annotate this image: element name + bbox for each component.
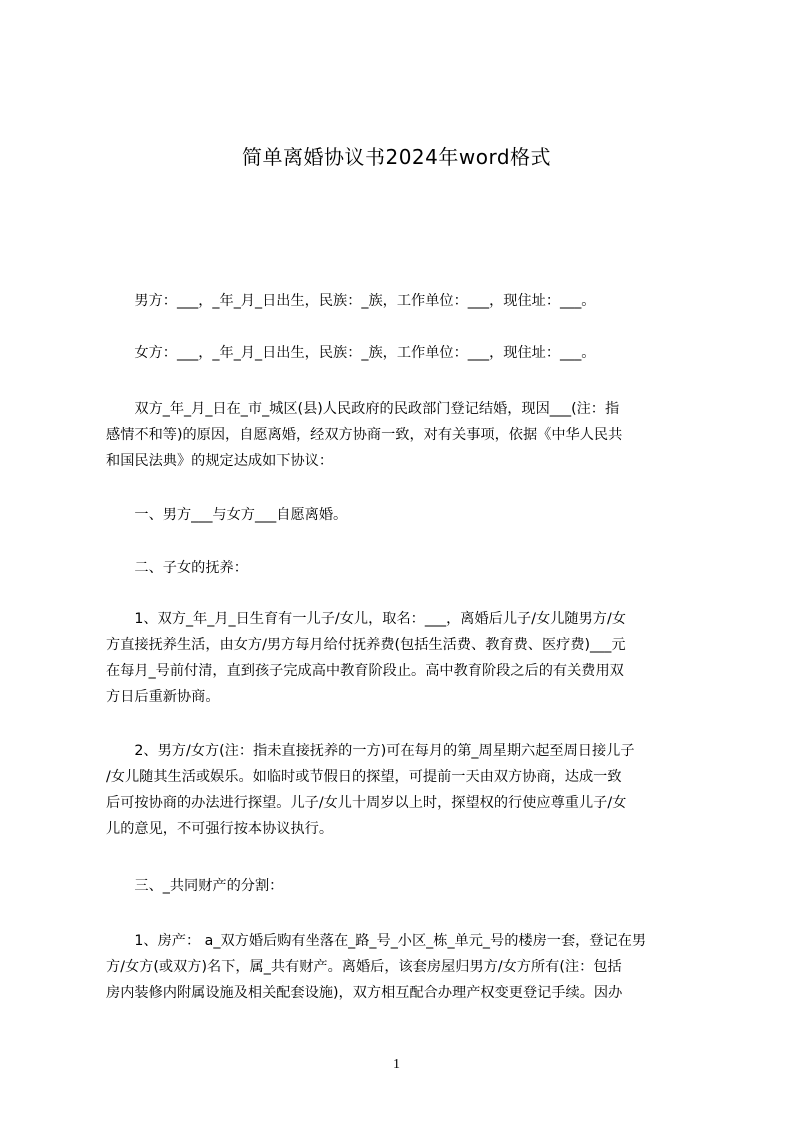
female-party-info [106,340,706,366]
male-party-info [106,288,706,314]
clause-1 [106,502,706,528]
text-line: 三、_共同财产的分割： [106,878,284,894]
text-line: 感情不和等)的原因，自愿离婚，经双方协商一致，对有关事项，依据《中华人民共 [106,427,623,443]
text-line: 后可按协商的办法进行探望。儿子/女儿十周岁以上时，探望权的行使应尊重儿子/女 [106,795,627,811]
preamble [106,396,706,474]
text-line: 方日后重新协商。 [106,689,220,705]
text-line: 房内装修内附属设施及相关配套设施)，双方相互配合办理产权变更登记手续。因办 [106,985,623,1001]
clause-2-item-2 [106,738,706,842]
page-number: 1 [393,1057,400,1072]
clause-2-item-1 [106,606,706,710]
text-line: 方直接抚养生活，由女方/男方每月给付抚养费(包括生活费、教育费、医疗费)___元 [106,637,626,653]
text-line: 1、双方_年_月_日生育有一儿子/女儿，取名：___，离婚后儿子/女儿随男方/女 [106,611,626,627]
text-line: 儿的意见，不可强行按本协议执行。 [106,821,334,837]
document-title: 简单离婚协议书2024年word格式 [241,145,552,169]
text-line: 女方：___，_年_月_日出生，民族：_族，工作单位：___，现住址：___。 [106,345,596,361]
text-line: 二、子女的抚养： [106,560,248,576]
text-line: 男方：___，_年_月_日出生，民族：_族，工作单位：___，现住址：___。 [106,293,596,309]
clause-3-heading [106,873,706,899]
text-line: 在每月_号前付清，直到孩子完成高中教育阶段止。高中教育阶段之后的有关费用双 [106,663,624,679]
text-line: 和国民法典》的规定达成如下协议： [106,453,334,469]
clause-2-heading [106,555,706,581]
text-line: 方/女方(或双方)名下，属_共有财产。离婚后，该套房屋归男方/女方所有(注：包括 [106,959,622,975]
text-line: /女儿随其生活或娱乐。如临时或节假日的探望，可提前一天由双方协商，达成一致 [106,769,622,785]
text-line: 1、房产： a_双方婚后购有坐落在_路_号_小区_栋_单元_号的楼房一套，登记在男 [106,933,647,949]
text-line: 一、男方___与女方___自愿离婚。 [106,507,348,523]
clause-3-item-1 [106,928,706,1006]
text-line: 2、男方/女方(注：指未直接抚养的一方)可在每月的第_周星期六起至周日接儿子 [106,743,635,759]
text-line: 双方_年_月_日在_市_城区(县)人民政府的民政部门登记结婚，现因___(注：指 [106,401,620,417]
